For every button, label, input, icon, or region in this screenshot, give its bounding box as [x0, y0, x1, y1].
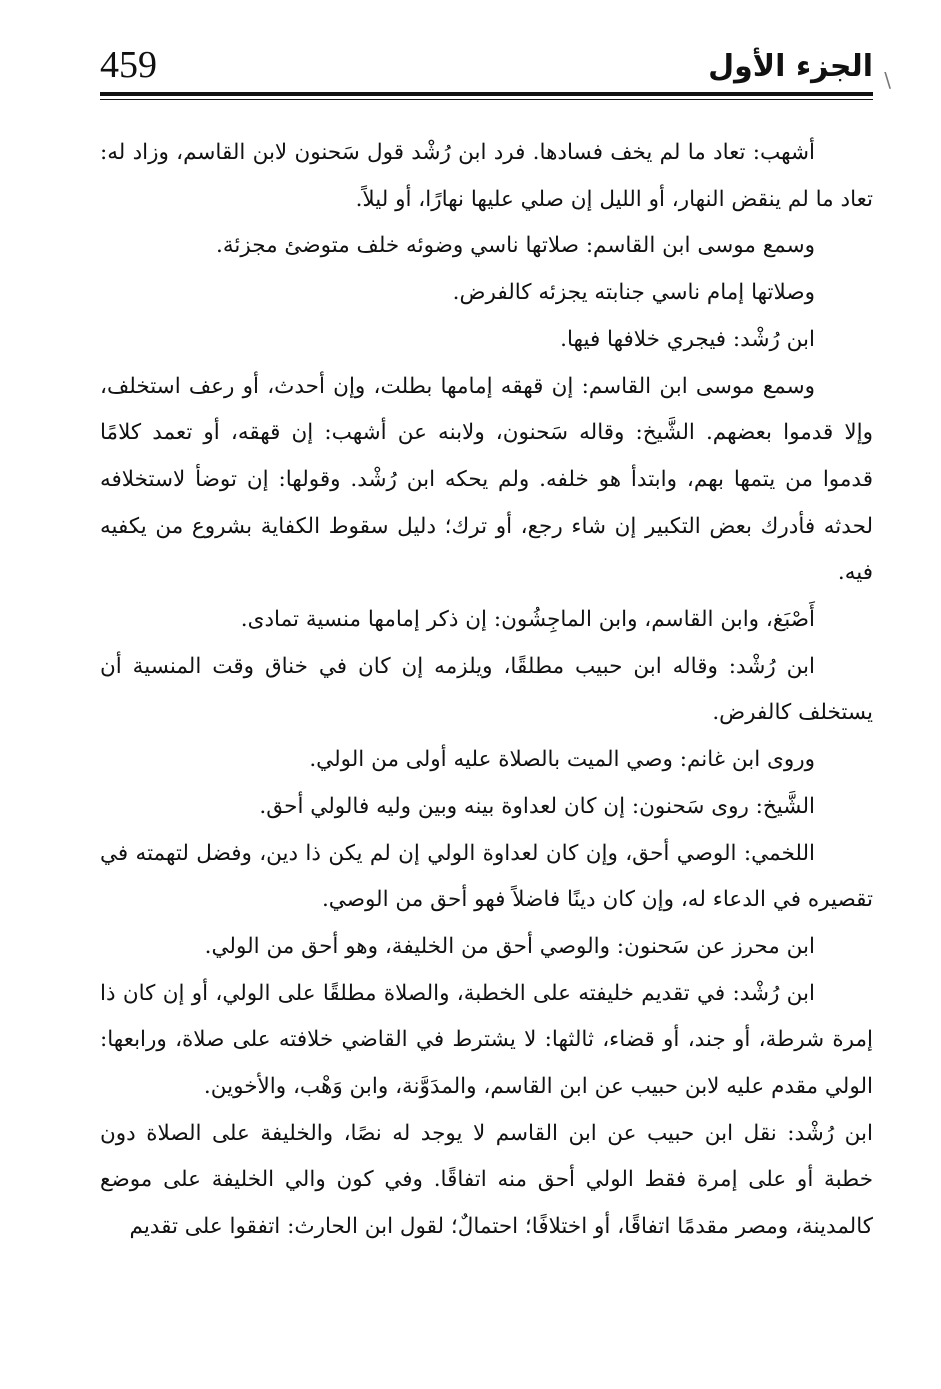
body-paragraph: أَصْبَغ، وابن القاسم، وابن الماجِشُون: إن ذكر إمامها منسية تمادى.: [240, 607, 815, 633]
body-paragraph: أشهب: تعاد ما لم يخف فسادها. فرد ابن رُشْد قول سَحنون لابن القاسم، وزاد له: تعاد ما لم ينقض النهار، أو الليل إن صلي عليها نهارًا، أو ليلاً.: [100, 140, 873, 212]
body-paragraph: الشَّيخ: روى سَحنون: إن كان لعداوة بينه وبين وليه فالولي أحق.: [259, 793, 815, 819]
body-paragraph: وصلاتها إمام ناسي جنابته يجزئه كالفرض.: [452, 280, 815, 306]
body-paragraph: ابن محرز عن سَحنون: والوصي أحق من الخليفة، وهو أحق من الولي.: [204, 933, 815, 959]
body-paragraph: اللخمي: الوصي أحق، وإن كان لعداوة الولي إن لم يكن ذا دين، وفضل لتهمته في تقصيره في الدعاء له، وإن كان دينًا فاضلاً فهو أحق من الوصي.: [100, 840, 873, 913]
page-body: [100, 130, 873, 1251]
header-rule-thin: [100, 99, 873, 100]
page-number: 459: [100, 44, 157, 86]
running-title: الجزء الأول: [708, 49, 873, 84]
body-paragraph: وروى ابن غانم: وصي الميت بالصلاة عليه أولى من الولي.: [309, 747, 815, 773]
body-paragraph: ابن رُشْد: وقاله ابن حبيب مطلقًا، ويلزمه إن كان في خناق وقت المنسية أن يستخلف كالفرض.: [100, 653, 873, 726]
body-paragraph: وسمع موسى ابن القاسم: صلاتها ناسي وضوئه خلف متوضئ مجزئة.: [216, 233, 815, 259]
header-rule-thick: [100, 92, 873, 96]
body-paragraph: ابن رُشْد: فيجري خلافها فيها.: [560, 326, 815, 352]
corner-mark: \: [884, 68, 891, 92]
page-header: [0, 0, 941, 110]
body-paragraph: ابن رُشْد: في تقديم خليفته على الخطبة، والصلاة مطلقًا على الولي، أو إن كان ذا إمرة شرطة، أو جند، أو قضاء، ثالثها: لا يشترط في القاضي خلافته على صلاة، ورابعها: الولي مقدم عليه لابن حبيب عن ابن القاسم، والمدَوَّنة، وابن وَهْب، والأخوين.: [100, 980, 873, 1100]
body-paragraph: ابن رُشْد: نقل ابن حبيب عن ابن القاسم لا يوجد له نصًا، والخليفة على الصلاة دون خطبة أو على إمرة فقط الولي أحق منه اتفاقًا. وفي كون والي الخليفة على موضع كالمدينة، ومصر مقدمًا اتفاقًا، أو اختلافًا؛ احتمالٌ؛ لقول ابن الحارث: اتفقوا على تقديم: [100, 1120, 873, 1240]
body-paragraph: وسمع موسى ابن القاسم: إن قهقه إمامها بطلت، وإن أحدث، أو رعف استخلف، وإلا قدموا بعضهم. الشَّيخ: وقاله سَحنون، ولابنه عن أشهب: إن قهقه، أو تعمد كلامًا قدموا من يتمها بهم، وابتدأ هو خلفه. ولم يحكه ابن رُشْد. وقولها: إن توضأ لاستخلافه لحدثه فأدرك بعض التكبير إن شاء رجع، أو ترك؛ دليل سقوط الكفاية بشروع من يكفيه فيه.: [100, 373, 873, 586]
